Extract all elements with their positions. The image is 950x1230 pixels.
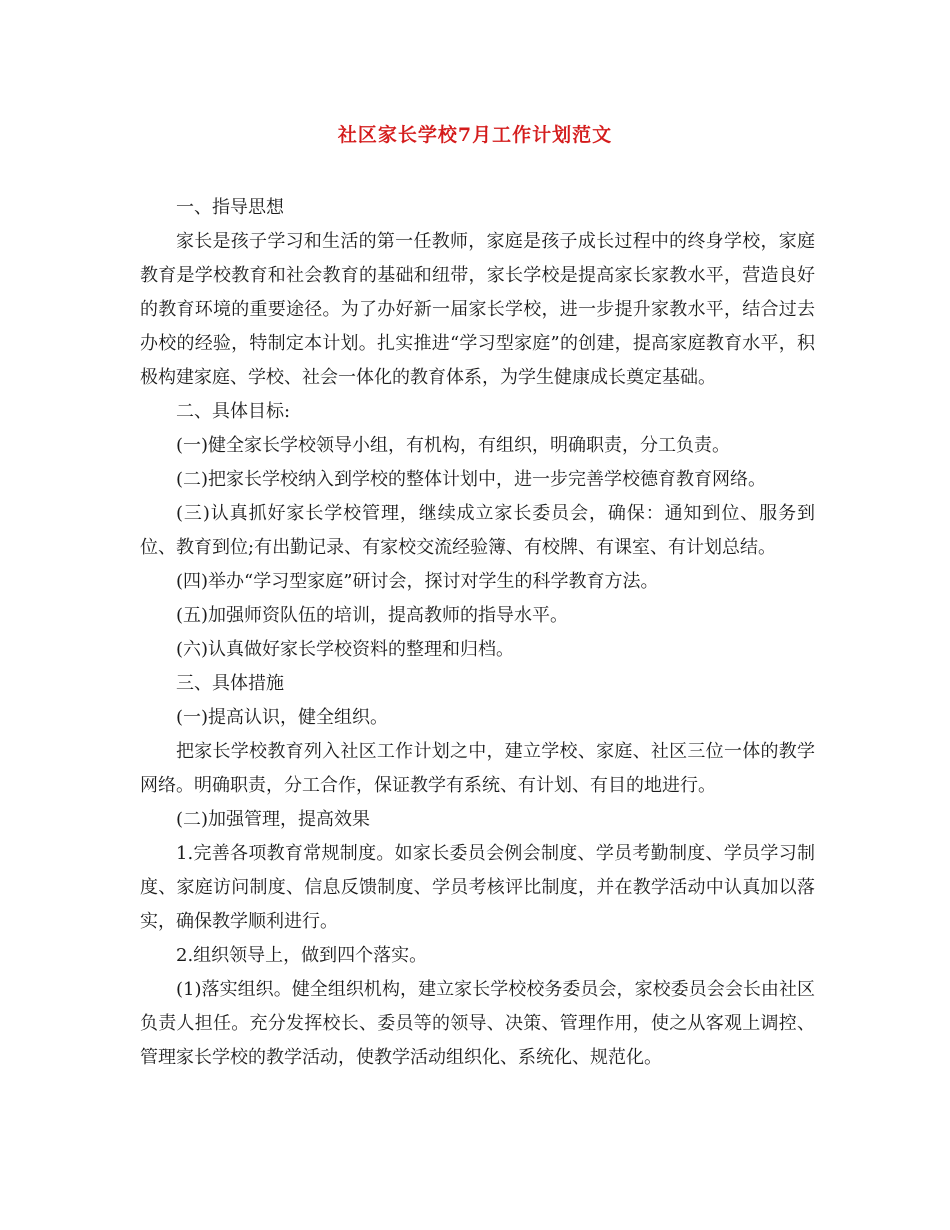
measure-paragraph-1: 把家长学校教育列入社区工作计划之中，建立学校、家庭、社区三位一体的教学网络。明确职责，分工合作，保证教学有系统、有计划、有目的地进行。: [140, 741, 815, 796]
section-heading-guiding-ideology: 一、指导思想: [176, 197, 284, 218]
goal-item-3: (三)认真抓好家长学校管理，继续成立家长委员会，确保：通知到位、服务到位、教育到位;有出勤记录、有家校交流经验簿、有校牌、有课室、有计划总结。: [140, 503, 815, 558]
goal-item-6: (六)认真做好家长学校资料的整理和归档。: [176, 639, 515, 660]
goal-item-2: (二)把家长学校纳入到学校的整体计划中，进一步完善学校德育教育网络。: [176, 469, 767, 490]
measure-item-1: 1.完善各项教育常规制度。如家长委员会例会制度、学员考勤制度、学员学习制度、家庭访问制度、信息反馈制度、学员考核评比制度，并在教学活动中认真加以落实，确保教学顺利进行。: [140, 843, 815, 932]
goal-item-4: (四)举办“学习型家庭”研讨会，探讨对学生的科学教育方法。: [176, 571, 659, 592]
document-body: [140, 191, 815, 1075]
measure-subheading-2: (二)加强管理，提高效果: [176, 809, 371, 830]
goal-item-1: (一)健全家长学校领导小组，有机构，有组织，明确职责，分工负责。: [176, 435, 731, 456]
section-heading-specific-measures: 三、具体措施: [176, 673, 284, 694]
section-heading-specific-goals: 二、具体目标:: [176, 401, 291, 422]
paragraph-guiding-ideology: 家长是孩子学习和生活的第一任教师，家庭是孩子成长过程中的终身学校，家庭教育是学校教育和社会教育的基础和纽带，家长学校是提高家长家教水平，营造良好的教育环境的重要途径。为了办好新一届家长学校，进一步提升家教水平，结合过去办校的经验，特制定本计划。扎实推进“学习型家庭”的创建，提高家庭教育水平，积极构建家庭、学校、社会一体化的教育体系，为学生健康成长奠定基础。: [140, 231, 815, 388]
measure-item-2: 2.组织领导上，做到四个落实。: [176, 945, 428, 966]
measure-item-2-1: (1)落实组织。健全组织机构，建立家长学校校务委员会，家校委员会会长由社区负责人担任。充分发挥校长、委员等的领导、决策、管理作用，使之从客观上调控、管理家长学校的教学活动，使教学活动组织化、系统化、规范化。: [140, 979, 815, 1068]
document-title: 社区家长学校7月工作计划范文: [337, 124, 613, 146]
goal-item-5: (五)加强师资队伍的培训，提高教师的指导水平。: [176, 605, 569, 626]
measure-subheading-1: (一)提高认识，健全组织。: [176, 707, 389, 728]
